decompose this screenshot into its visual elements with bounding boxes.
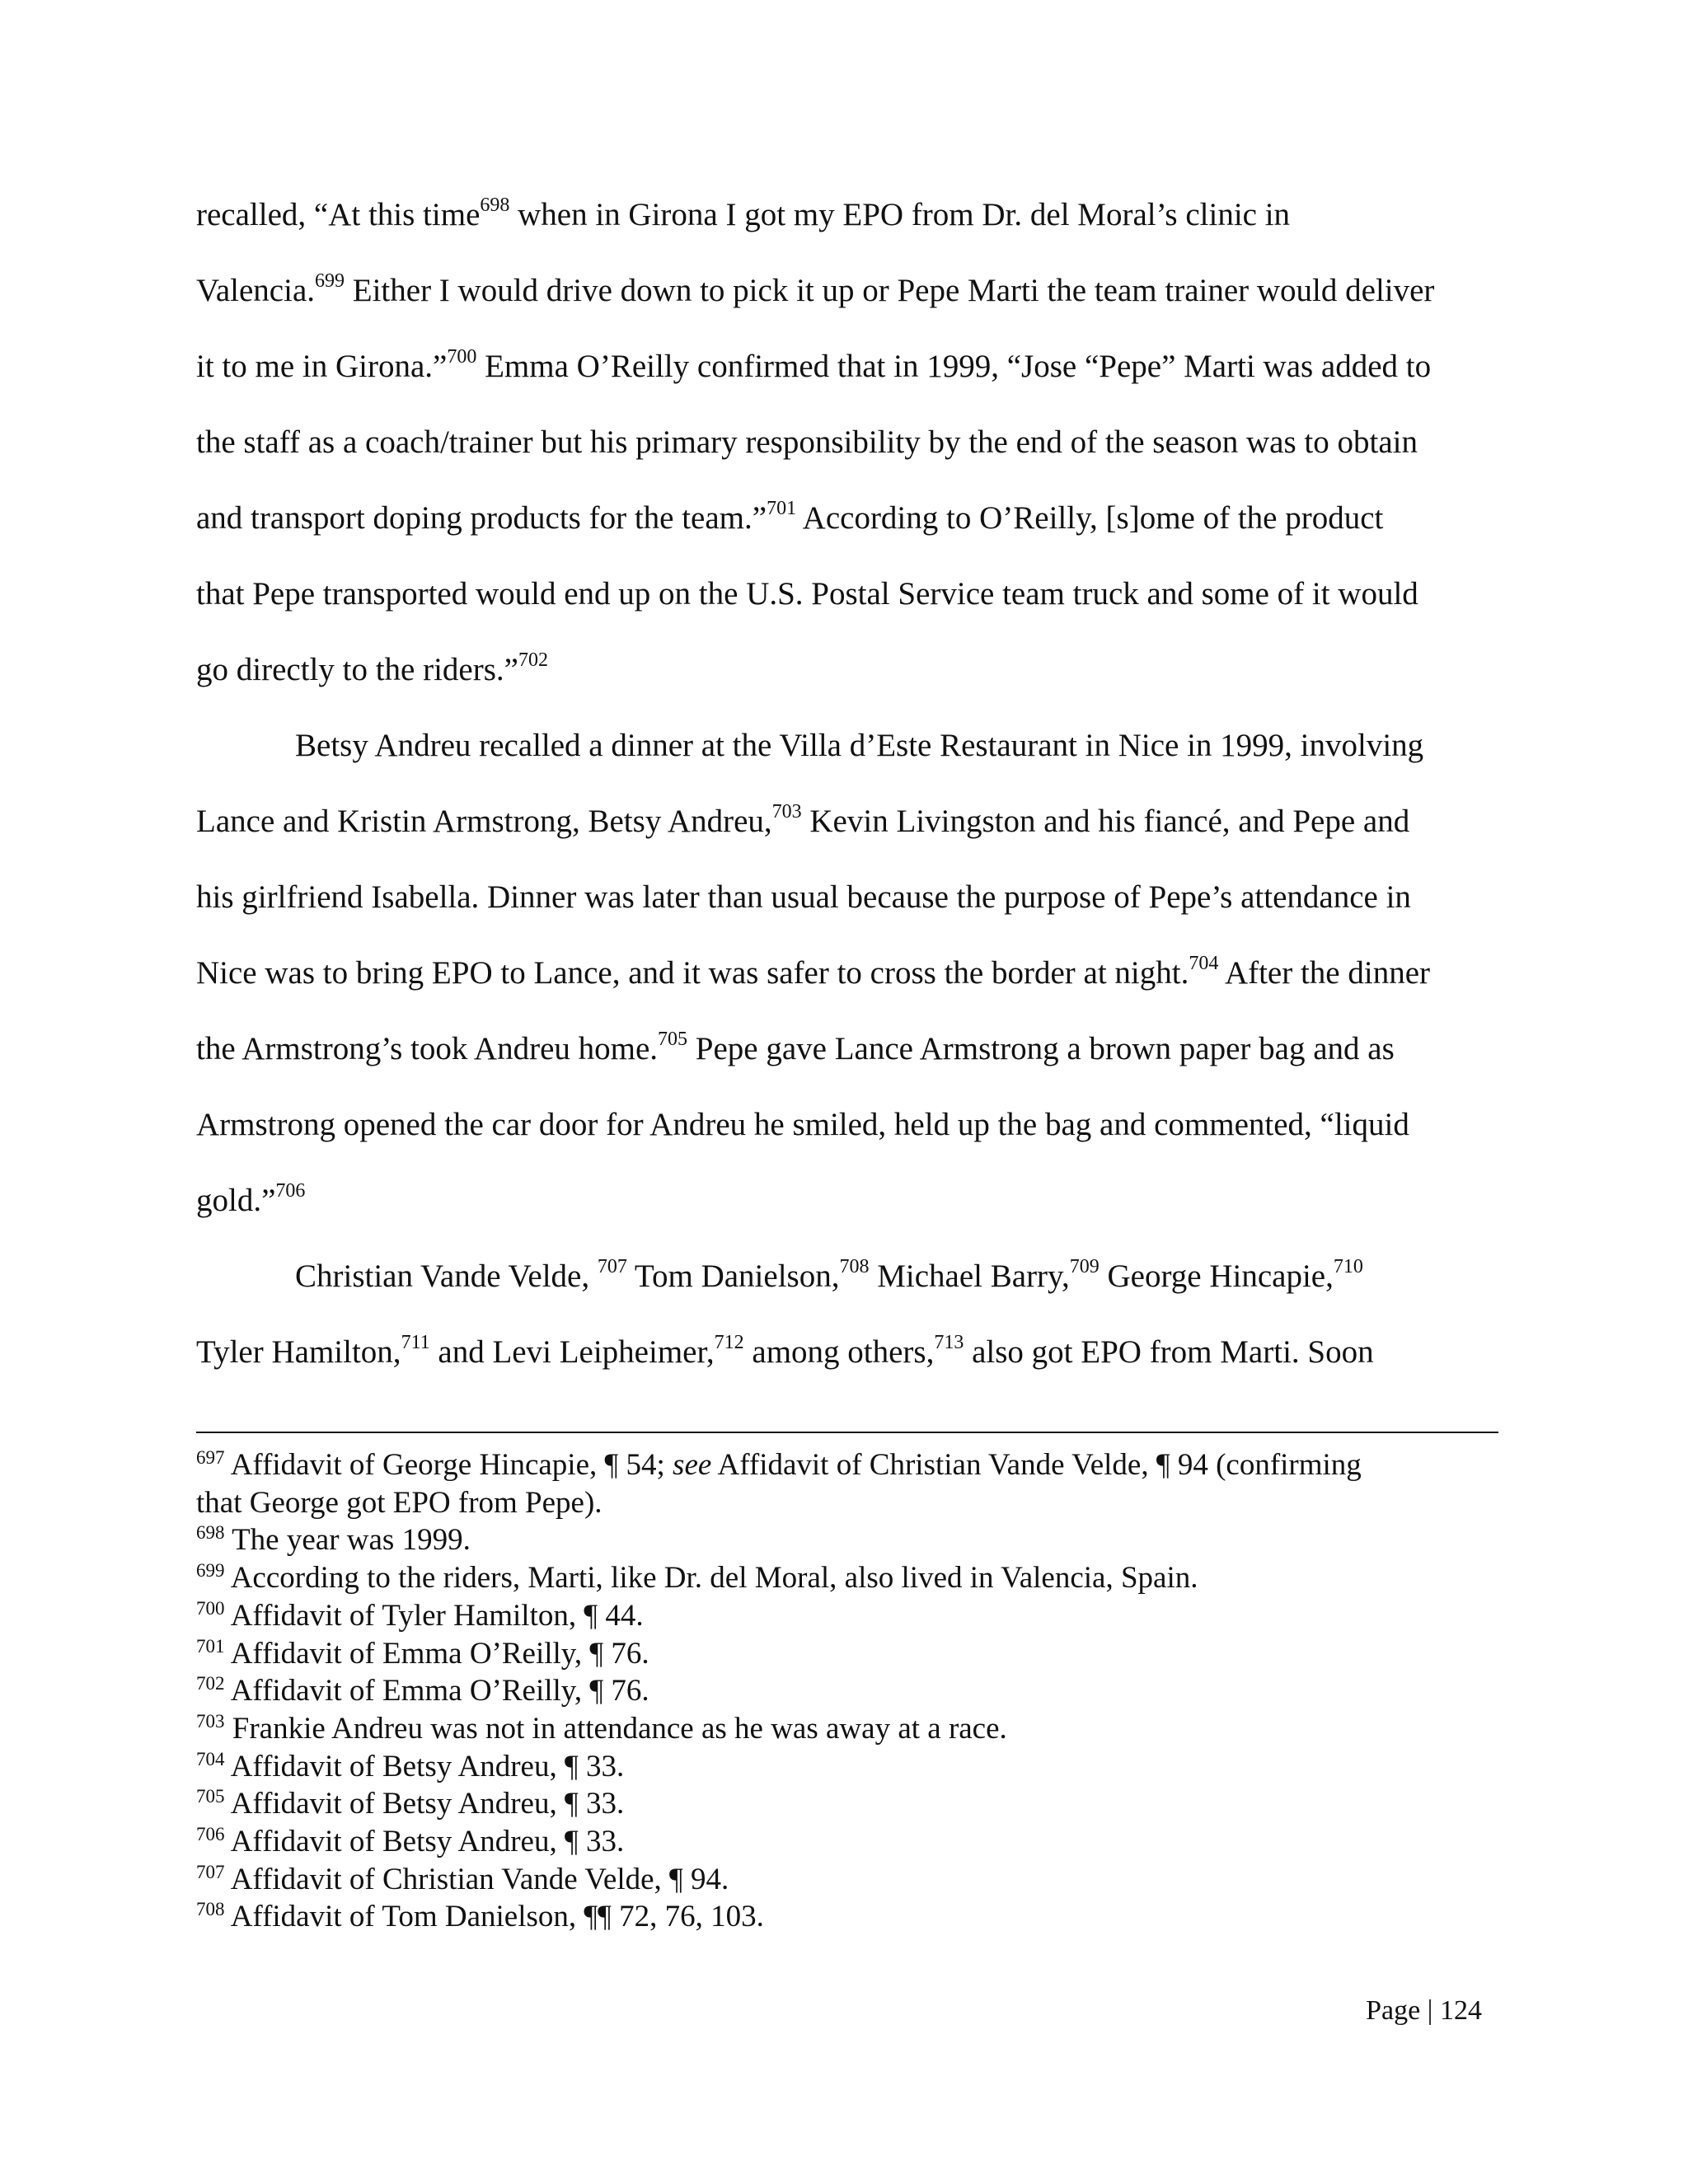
footnote-text: Affidavit of Christian Vande Velde, ¶ 94. <box>224 1862 729 1896</box>
body-line <box>196 784 1498 860</box>
body-line <box>196 860 1498 935</box>
footnote-ref[interactable]: 709 <box>1069 1256 1100 1277</box>
text-run: the staff as a coach/trainer but his primary responsibility by the end of the season was to obtain <box>196 424 1418 460</box>
footnote-text: The year was 1999. <box>224 1523 471 1558</box>
footnote-text: Affidavit of Betsy Andreu, ¶ 33. <box>224 1749 625 1783</box>
text-run: among others, <box>743 1334 935 1370</box>
footnote-number: 700 <box>196 1597 225 1619</box>
footnote-number: 703 <box>196 1710 225 1732</box>
footnote-ref[interactable]: 713 <box>934 1332 964 1353</box>
footnote-number: 697 <box>196 1447 225 1468</box>
footnote-ref[interactable]: 705 <box>658 1029 688 1050</box>
text-run: Lance and Kristin Armstrong, Betsy Andreu, <box>196 804 772 839</box>
body-line <box>196 253 1498 329</box>
footnote-separator <box>196 1432 1498 1433</box>
footnote-number: 708 <box>196 1899 225 1920</box>
text-run: Nice was to bring EPO to Lance, and it was safer to cross the border at night. <box>196 955 1189 991</box>
body-line <box>196 935 1498 1011</box>
body-line <box>196 1315 1498 1390</box>
footnote <box>196 1823 1498 1861</box>
footnote <box>196 1635 1498 1673</box>
body-line <box>196 1011 1498 1087</box>
footnote <box>196 1559 1498 1597</box>
footnote <box>196 1785 1498 1823</box>
footnote-text: Affidavit of Tyler Hamilton, ¶ 44. <box>224 1598 644 1633</box>
text-run: After the dinner <box>1218 955 1431 991</box>
text-run: Either I would drive down to pick it up or Pepe Marti the team trainer would deliver <box>345 273 1435 308</box>
footnote-number: 705 <box>196 1786 225 1807</box>
footnote-text: Affidavit of George Hincapie, ¶ 54; <box>224 1448 673 1482</box>
footnote-text: Affidavit of Tom Danielson, ¶¶ 72, 76, 103. <box>224 1900 764 1934</box>
body-line <box>196 405 1498 480</box>
footnote-ref[interactable]: 711 <box>401 1332 430 1353</box>
footnote-ref[interactable]: 710 <box>1333 1256 1363 1277</box>
body-line <box>196 556 1498 632</box>
text-run: recalled, “At this time <box>196 197 481 232</box>
footnote-number: 706 <box>196 1824 225 1845</box>
text-run: also got EPO from Marti. Soon <box>964 1334 1374 1370</box>
text-run: Michael Barry, <box>869 1258 1070 1294</box>
body-line <box>196 632 1498 708</box>
footnote-ref[interactable]: 712 <box>714 1332 744 1353</box>
footnote-ref[interactable]: 700 <box>447 346 477 368</box>
text-run: his girlfriend Isabella. Dinner was later than usual because the purpose of Pepe’s attendance in <box>196 879 1411 915</box>
text-run: Christian Vande Velde, <box>295 1258 598 1294</box>
footnote-ref[interactable]: 703 <box>771 801 802 823</box>
footnotes <box>196 1446 1498 1936</box>
text-run: Tyler Hamilton, <box>196 1334 401 1370</box>
footnote-text: According to the riders, Marti, like Dr. del Moral, also lived in Valencia, Spain. <box>224 1561 1198 1596</box>
footnote-text: that George got EPO from Pepe). <box>196 1485 603 1520</box>
footnote-number: 701 <box>196 1635 225 1657</box>
footnote-text: Affidavit of Betsy Andreu, ¶ 33. <box>224 1825 625 1859</box>
text-run: Valencia. <box>196 273 316 308</box>
footnote-signal: see <box>673 1448 712 1482</box>
page-number: Page | 124 <box>1366 1995 1482 2026</box>
text-run: Kevin Livingston and his fiancé, and Pepe and <box>801 804 1410 839</box>
footnote-ref[interactable]: 704 <box>1189 953 1219 974</box>
text-run: Emma O’Reilly confirmed that in 1999, “Jose “Pepe” Marti was added to <box>476 349 1432 384</box>
text-run: gold.” <box>196 1183 276 1218</box>
text-run: George Hincapie, <box>1099 1258 1334 1294</box>
footnote-continuation <box>196 1484 1498 1522</box>
footnote-text: Frankie Andreu was not in attendance as he was away at a race. <box>224 1711 1007 1746</box>
text-run: when in Girona I got my EPO from Dr. del Moral’s clinic in <box>509 197 1291 232</box>
footnote <box>196 1521 1498 1559</box>
footnote-ref[interactable]: 706 <box>275 1180 306 1202</box>
text-run: According to O’Reilly, [s]ome of the product <box>796 500 1384 536</box>
footnote-number: 707 <box>196 1861 225 1882</box>
footnote-ref[interactable]: 699 <box>315 270 345 292</box>
text-run: that Pepe transported would end up on the U.S. Postal Service team truck and some of it would <box>196 576 1418 612</box>
footnote <box>196 1861 1498 1899</box>
text-run: go directly to the riders.” <box>196 652 518 687</box>
footnote-text: Affidavit of Betsy Andreu, ¶ 33. <box>224 1787 625 1821</box>
footnote <box>196 1710 1498 1748</box>
body-line <box>196 480 1498 556</box>
text-run: Betsy Andreu recalled a dinner at the Villa d’Este Restaurant in Nice in 1999, involving <box>295 728 1424 763</box>
footnote-ref[interactable]: 698 <box>480 194 510 216</box>
body-line <box>196 329 1498 405</box>
body-text <box>196 177 1498 1390</box>
footnote-ref[interactable]: 701 <box>767 498 797 519</box>
text-run: Tom Danielson, <box>626 1258 840 1294</box>
text-run: Armstrong opened the car door for Andreu he smiled, held up the bag and commented, “liquid <box>196 1107 1409 1142</box>
footnote <box>196 1748 1498 1786</box>
body-line <box>196 177 1498 253</box>
body-line <box>196 1163 1498 1239</box>
footnote-number: 702 <box>196 1673 225 1694</box>
footnote <box>196 1898 1498 1936</box>
footnote-ref[interactable]: 707 <box>597 1256 627 1277</box>
text-run: the Armstrong’s took Andreu home. <box>196 1031 659 1066</box>
footnote <box>196 1672 1498 1710</box>
body-line <box>196 1087 1498 1163</box>
footnote-text: Affidavit of Emma O’Reilly, ¶ 76. <box>224 1674 649 1708</box>
footnote-text: Affidavit of Christian Vande Velde, ¶ 94 (confirming <box>711 1448 1362 1482</box>
text-run: and transport doping products for the team.” <box>196 500 767 536</box>
body-line <box>196 708 1498 784</box>
text-run: and Levi Leipheimer, <box>429 1334 715 1370</box>
footnote-ref[interactable]: 708 <box>839 1256 870 1277</box>
footnote-ref[interactable]: 702 <box>518 649 548 671</box>
footnote-number: 704 <box>196 1748 225 1769</box>
body-line <box>196 1239 1498 1315</box>
footnote <box>196 1446 1498 1484</box>
footnote-text: Affidavit of Emma O’Reilly, ¶ 76. <box>224 1636 649 1671</box>
footnote <box>196 1597 1498 1635</box>
text-run: Pepe gave Lance Armstrong a brown paper bag and as <box>687 1031 1395 1066</box>
text-run: it to me in Girona.” <box>196 349 448 384</box>
footnote-number: 699 <box>196 1560 225 1582</box>
footnote-number: 698 <box>196 1522 225 1544</box>
